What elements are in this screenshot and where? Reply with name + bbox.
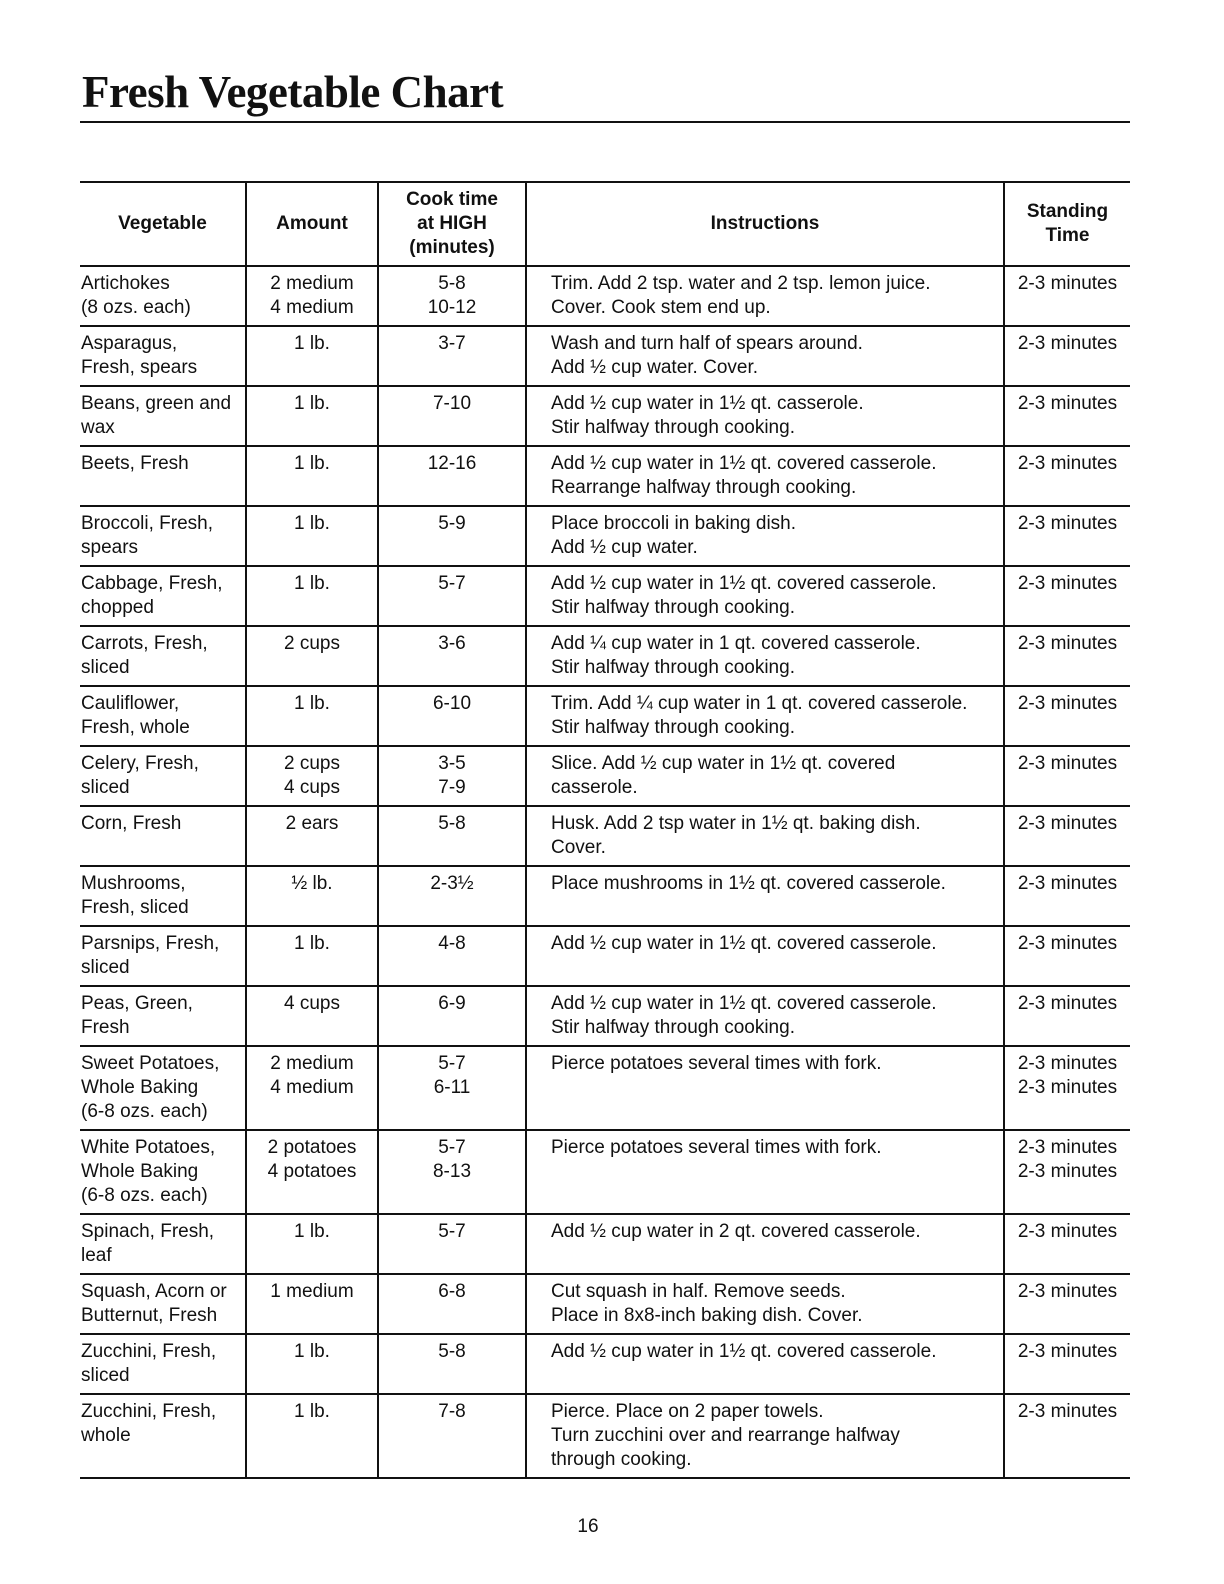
- cell-cook-time: 7-8: [378, 1394, 526, 1478]
- page-number: 16: [577, 1516, 599, 1537]
- cell-standing-time: 2-3 minutes: [1004, 506, 1130, 566]
- cell-standing-time: 2-3 minutes: [1004, 1394, 1130, 1478]
- cell-instructions: Add ½ cup water in 1½ qt. covered casserole.: [526, 1334, 1004, 1394]
- cell-cook-time: 6-10: [378, 686, 526, 746]
- cell-standing-time: 2-3 minutes: [1004, 926, 1130, 986]
- cell-standing-time: 2-3 minutes: [1004, 566, 1130, 626]
- cell-amount: 1 lb.: [246, 326, 378, 386]
- cell-amount: 2 medium 4 medium: [246, 266, 378, 326]
- cell-instructions: Add ½ cup water in 1½ qt. casserole. Stir halfway through cooking.: [526, 386, 1004, 446]
- cell-cook-time: 6-9: [378, 986, 526, 1046]
- cell-standing-time: 2-3 minutes: [1004, 446, 1130, 506]
- header-vegetable: Vegetable: [80, 182, 246, 266]
- table-row: [80, 1046, 1130, 1130]
- cell-vegetable: Parsnips, Fresh, sliced: [80, 926, 246, 986]
- cell-cook-time: 6-8: [378, 1274, 526, 1334]
- cell-vegetable: White Potatoes, Whole Baking (6-8 ozs. each): [80, 1130, 246, 1214]
- header-instructions: Instructions: [526, 182, 1004, 266]
- cell-amount: 1 lb.: [246, 446, 378, 506]
- cell-vegetable: Beets, Fresh: [80, 446, 246, 506]
- cell-cook-time: 5-7: [378, 1214, 526, 1274]
- table-row: [80, 1214, 1130, 1274]
- cell-cook-time: 5-7 6-11: [378, 1046, 526, 1130]
- cell-amount: 1 lb.: [246, 506, 378, 566]
- cell-vegetable: Cauliflower, Fresh, whole: [80, 686, 246, 746]
- cell-instructions: Add ½ cup water in 2 qt. covered casserole.: [526, 1214, 1004, 1274]
- cell-amount: 1 medium: [246, 1274, 378, 1334]
- cell-amount: 2 ears: [246, 806, 378, 866]
- table-row: [80, 686, 1130, 746]
- cell-cook-time: 5-8 10-12: [378, 266, 526, 326]
- cell-instructions: Wash and turn half of spears around. Add ½ cup water. Cover.: [526, 326, 1004, 386]
- cell-vegetable: Celery, Fresh, sliced: [80, 746, 246, 806]
- cell-vegetable: Spinach, Fresh, leaf: [80, 1214, 246, 1274]
- cell-vegetable: Broccoli, Fresh, spears: [80, 506, 246, 566]
- cell-cook-time: 5-8: [378, 806, 526, 866]
- cell-cook-time: 4-8: [378, 926, 526, 986]
- table-row: [80, 326, 1130, 386]
- header-standing-time: Standing Time: [1004, 182, 1130, 266]
- cell-vegetable: Beans, green and wax: [80, 386, 246, 446]
- cell-standing-time: 2-3 minutes 2-3 minutes: [1004, 1130, 1130, 1214]
- title-rule: [80, 121, 1130, 123]
- cell-instructions: Trim. Add 2 tsp. water and 2 tsp. lemon juice. Cover. Cook stem end up.: [526, 266, 1004, 326]
- cell-amount: 1 lb.: [246, 566, 378, 626]
- cell-vegetable: Corn, Fresh: [80, 806, 246, 866]
- table-row: [80, 866, 1130, 926]
- table-row: [80, 446, 1130, 506]
- cell-standing-time: 2-3 minutes: [1004, 386, 1130, 446]
- cell-vegetable: Artichokes (8 ozs. each): [80, 266, 246, 326]
- cell-amount: 2 potatoes 4 potatoes: [246, 1130, 378, 1214]
- cell-amount: 2 cups: [246, 626, 378, 686]
- cell-instructions: Pierce potatoes several times with fork.: [526, 1046, 1004, 1130]
- cell-amount: 2 cups 4 cups: [246, 746, 378, 806]
- cell-amount: 1 lb.: [246, 386, 378, 446]
- cell-standing-time: 2-3 minutes: [1004, 986, 1130, 1046]
- cell-standing-time: 2-3 minutes 2-3 minutes: [1004, 1046, 1130, 1130]
- cell-instructions: Slice. Add ½ cup water in 1½ qt. covered casserole.: [526, 746, 1004, 806]
- cell-cook-time: 5-9: [378, 506, 526, 566]
- table-row: [80, 506, 1130, 566]
- page-title: Fresh Vegetable Chart: [82, 67, 504, 117]
- cell-vegetable: Carrots, Fresh, sliced: [80, 626, 246, 686]
- cell-instructions: Add ½ cup water in 1½ qt. covered casserole.: [526, 926, 1004, 986]
- cell-instructions: Add ¼ cup water in 1 qt. covered casserole. Stir halfway through cooking.: [526, 626, 1004, 686]
- cell-amount: 4 cups: [246, 986, 378, 1046]
- cell-instructions: Add ½ cup water in 1½ qt. covered casserole. Stir halfway through cooking.: [526, 986, 1004, 1046]
- cell-standing-time: 2-3 minutes: [1004, 806, 1130, 866]
- cell-standing-time: 2-3 minutes: [1004, 746, 1130, 806]
- table-row: [80, 926, 1130, 986]
- cell-vegetable: Zucchini, Fresh, whole: [80, 1394, 246, 1478]
- cell-amount: 1 lb.: [246, 1334, 378, 1394]
- cell-instructions: Pierce potatoes several times with fork.: [526, 1130, 1004, 1214]
- vegetable-chart-table: [80, 181, 1130, 1479]
- cell-amount: 1 lb.: [246, 1394, 378, 1478]
- cell-amount: 1 lb.: [246, 1214, 378, 1274]
- table-row: [80, 266, 1130, 326]
- cell-vegetable: Zucchini, Fresh, sliced: [80, 1334, 246, 1394]
- cell-vegetable: Mushrooms, Fresh, sliced: [80, 866, 246, 926]
- cell-instructions: Add ½ cup water in 1½ qt. covered casserole. Stir halfway through cooking.: [526, 566, 1004, 626]
- cell-cook-time: 12-16: [378, 446, 526, 506]
- cell-cook-time: 5-7: [378, 566, 526, 626]
- table-row: [80, 566, 1130, 626]
- cell-amount: 1 lb.: [246, 926, 378, 986]
- cell-standing-time: 2-3 minutes: [1004, 686, 1130, 746]
- table-row: [80, 986, 1130, 1046]
- cell-instructions: Husk. Add 2 tsp water in 1½ qt. baking dish. Cover.: [526, 806, 1004, 866]
- header-amount: Amount: [246, 182, 378, 266]
- table-row: [80, 1394, 1130, 1478]
- cell-cook-time: 5-8: [378, 1334, 526, 1394]
- cell-cook-time: 5-7 8-13: [378, 1130, 526, 1214]
- cell-amount: 2 medium 4 medium: [246, 1046, 378, 1130]
- header-cook-time: Cook time at HIGH (minutes): [378, 182, 526, 266]
- table-row: [80, 1334, 1130, 1394]
- cell-standing-time: 2-3 minutes: [1004, 626, 1130, 686]
- cell-vegetable: Cabbage, Fresh, chopped: [80, 566, 246, 626]
- table-row: [80, 806, 1130, 866]
- cell-cook-time: 3-5 7-9: [378, 746, 526, 806]
- cell-vegetable: Peas, Green, Fresh: [80, 986, 246, 1046]
- table-row: [80, 386, 1130, 446]
- cell-vegetable: Squash, Acorn or Butternut, Fresh: [80, 1274, 246, 1334]
- cell-cook-time: 2-3½: [378, 866, 526, 926]
- cell-standing-time: 2-3 minutes: [1004, 326, 1130, 386]
- cell-instructions: Pierce. Place on 2 paper towels. Turn zucchini over and rearrange halfway through cooking.: [526, 1394, 1004, 1478]
- table-row: [80, 746, 1130, 806]
- cell-instructions: Place mushrooms in 1½ qt. covered casserole.: [526, 866, 1004, 926]
- cell-standing-time: 2-3 minutes: [1004, 266, 1130, 326]
- cell-amount: 1 lb.: [246, 686, 378, 746]
- cell-vegetable: Sweet Potatoes, Whole Baking (6-8 ozs. each): [80, 1046, 246, 1130]
- cell-standing-time: 2-3 minutes: [1004, 866, 1130, 926]
- cell-amount: ½ lb.: [246, 866, 378, 926]
- table-row: [80, 1274, 1130, 1334]
- cell-standing-time: 2-3 minutes: [1004, 1214, 1130, 1274]
- table-row: [80, 1130, 1130, 1214]
- cell-instructions: Place broccoli in baking dish. Add ½ cup water.: [526, 506, 1004, 566]
- cell-cook-time: 3-7: [378, 326, 526, 386]
- cell-standing-time: 2-3 minutes: [1004, 1334, 1130, 1394]
- cell-standing-time: 2-3 minutes: [1004, 1274, 1130, 1334]
- cell-vegetable: Asparagus, Fresh, spears: [80, 326, 246, 386]
- cell-instructions: Trim. Add ¼ cup water in 1 qt. covered casserole. Stir halfway through cooking.: [526, 686, 1004, 746]
- cell-cook-time: 3-6: [378, 626, 526, 686]
- table-row: [80, 626, 1130, 686]
- cell-cook-time: 7-10: [378, 386, 526, 446]
- cell-instructions: Cut squash in half. Remove seeds. Place in 8x8-inch baking dish. Cover.: [526, 1274, 1004, 1334]
- cell-instructions: Add ½ cup water in 1½ qt. covered casserole. Rearrange halfway through cooking.: [526, 446, 1004, 506]
- header-row: [80, 182, 1130, 266]
